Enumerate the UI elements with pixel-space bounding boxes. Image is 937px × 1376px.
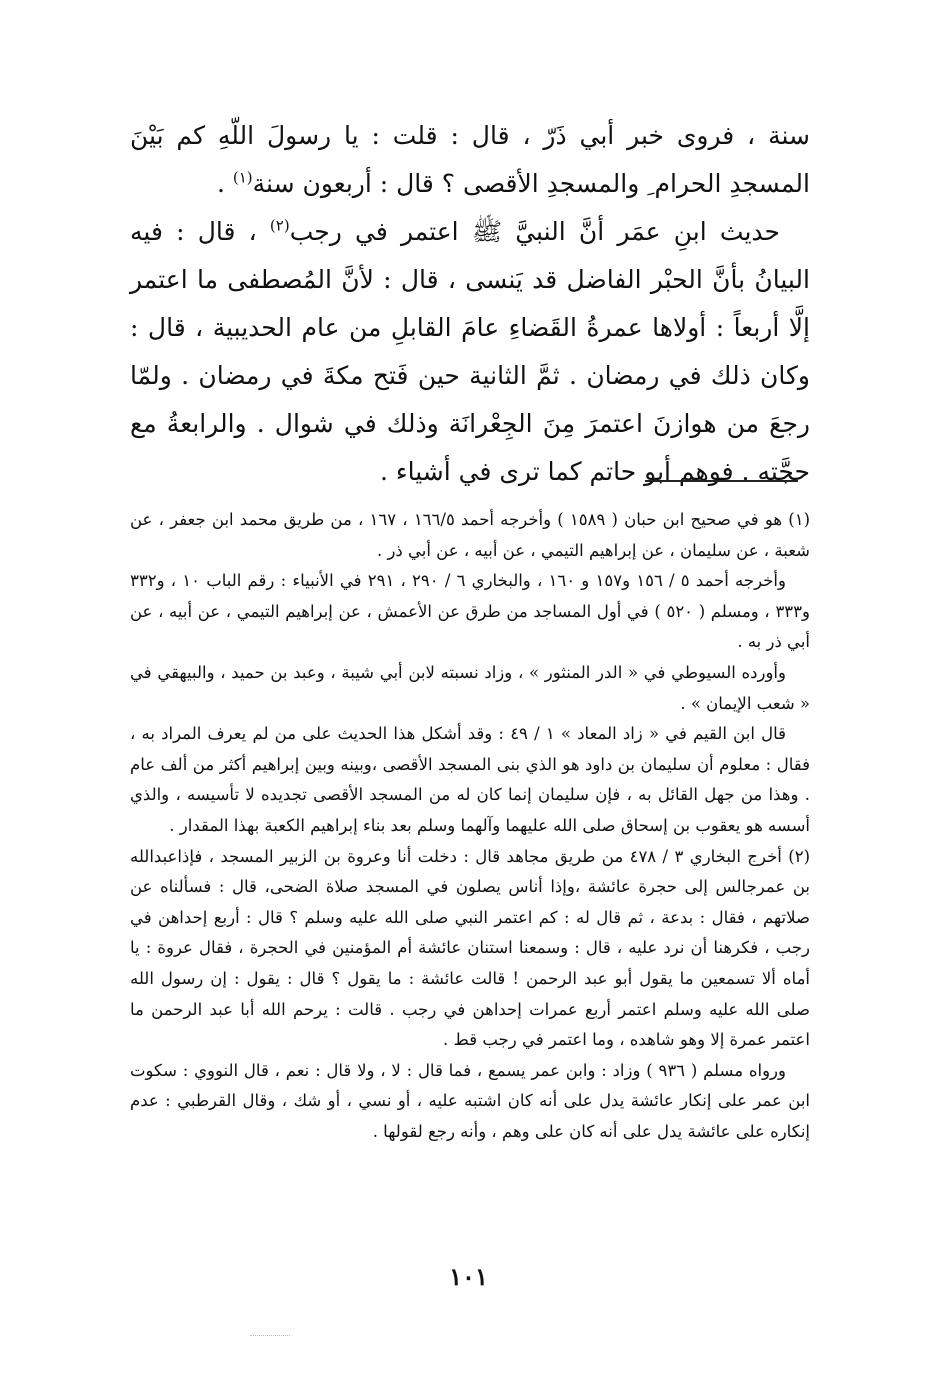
main-paragraph [130, 112, 810, 208]
footnote-reference: (١) [232, 168, 253, 187]
main-paragraph-tail: ، قال : فيه البيانُ بأنَّ الحبْر الفاضل قد يَنسى ، قال : لأنَّ المُصطفى ما اعتمر إلَّا أربعاً : أولاها عمرةُ القَضاءِ عامَ القابلِ من عام الحديبية ، قال : وكان ذلك في رمضان . ثمَّ الثانية حين فَتح مكةَ في رمضان . ولمّا رجعَ من هوازنَ اعتمرَ مِنَ الجِعْرانَة وذلك في شوال . والرابعةُ مع حجَّته . فوهم أبو حاتم كما ترى في أشياء . [130, 217, 810, 486]
footnote-paragraph: وأخرجه أحمد ٥ / ١٥٦ و١٥٧ و ١٦٠ ، والبخاري ٦ / ٢٩٠ ، ٢٩١ في الأنبياء : رقم الباب ١٠ ، و٣٣٢ و٣٣٣ ، ومسلم ( ٥٢٠ ) في أول المساجد من طرق عن الأعمش ، عن إبراهيم التيمي ، عن أبيه ، عن أبي ذر به . [130, 571, 810, 652]
footnote-paragraph: وأورده السيوطي في « الدر المنثور » ، وزاد نسبته لابن أبي شيبة ، وعبد بن حميد ، والبيهقي في « شعب الإيمان » . [130, 662, 810, 713]
footnote-paragraph: قال ابن القيم في « زاد المعاد » ١ / ٤٩ : وقد أشكل هذا الحديث على من لم يعرف المراد به ، فقال : معلوم أن سليمان بن داود هو الذي بنى المسجد الأقصى ،وبينه وبين إبراهيم أكثر من ألف عام . وهذا من جهل القائل به ، فإن سليمان إنما كان له من المسجد الأقصى تجديده لا تأسيسه ، والذي أسسه هو يعقوب بن إسحاق صلى الله عليهما وآلهما وسلم بعد بناء إبراهيم الكعبة بهذا المقدار . [130, 724, 810, 835]
page-number: ١٠١ [449, 1262, 488, 1291]
footnote-reference: (٢) [269, 216, 290, 235]
main-paragraph [130, 208, 810, 496]
footnote-paragraph: (١) هو في صحيح ابن حبان ( ١٥٨٩ ) وأخرجه أحمد ١٦٦/٥ ، ١٦٧ ، من طريق محمد ابن جعفر ، عن شعبة ، عن سليمان ، عن إبراهيم التيمي ، عن أبيه ، عن أبي ذر . [130, 510, 810, 560]
footnote-separator [645, 480, 798, 482]
footnotes-section [130, 505, 810, 1147]
main-paragraph-tail: . [216, 169, 233, 198]
scan-artifact [250, 1335, 290, 1336]
footnote-paragraph: (٢) أخرج البخاري ٣ / ٤٧٨ من طريق مجاهد قال : دخلت أنا وعروة بن الزبير المسجد ، فإذاعبدالله بن عمرجالس إلى حجرة عائشة ،وإذا أناس يصلون في المسجد صلاة الضحى، قال : فسألناه عن صلاتهم ، فقال : بدعة ، ثم قال له : كم اعتمر النبي صلى الله عليه وسلم ؟ قال : أربع إحداهن في رجب ، فكرهنا أن نرد عليه ، قال : وسمعنا استنان عائشة أم المؤمنين في الحجرة ، فقال عروة : يا أماه ألا تسمعين ما يقول أبو عبد الرحمن ! قالت عائشة : ما يقول ؟ قال : يقول : إن رسول الله صلى الله عليه وسلم اعتمر أربع عمرات إحداهن في رجب . قالت : يرحم الله أبا عبد الرحمن ما اعتمر عمرة إلا وهو شاهده ، وما اعتمر في رجب قط . [130, 846, 810, 1050]
footnote-paragraph: ورواه مسلم ( ٩٣٦ ) وزاد : وابن عمر يسمع ، فما قال : لا ، ولا قال : نعم ، قال النووي : سكوت ابن عمر على إنكار عائشة يدل على أنه كان اشتبه عليه ، أو نسي ، أو شك ، وقال القرطبي : عدم إنكاره على عائشة يدل على أنه كان على وهم ، وأنه رجع لقولها . [130, 1060, 810, 1141]
main-paragraph-text: سنة ، فروى خبر أبي ذَرّ ، قال : قلت : يا رسولَ اللّهِ كم بَيْنَ المسجدِ الحرام ِ والمسجدِ الأقصى ؟ قال : أربعون سنة [130, 121, 810, 198]
main-text-body [130, 112, 810, 496]
main-paragraph-text: حديث ابنِ عمَر أنَّ النبيَّ ﷺ اعتمر في رجب [289, 217, 780, 246]
